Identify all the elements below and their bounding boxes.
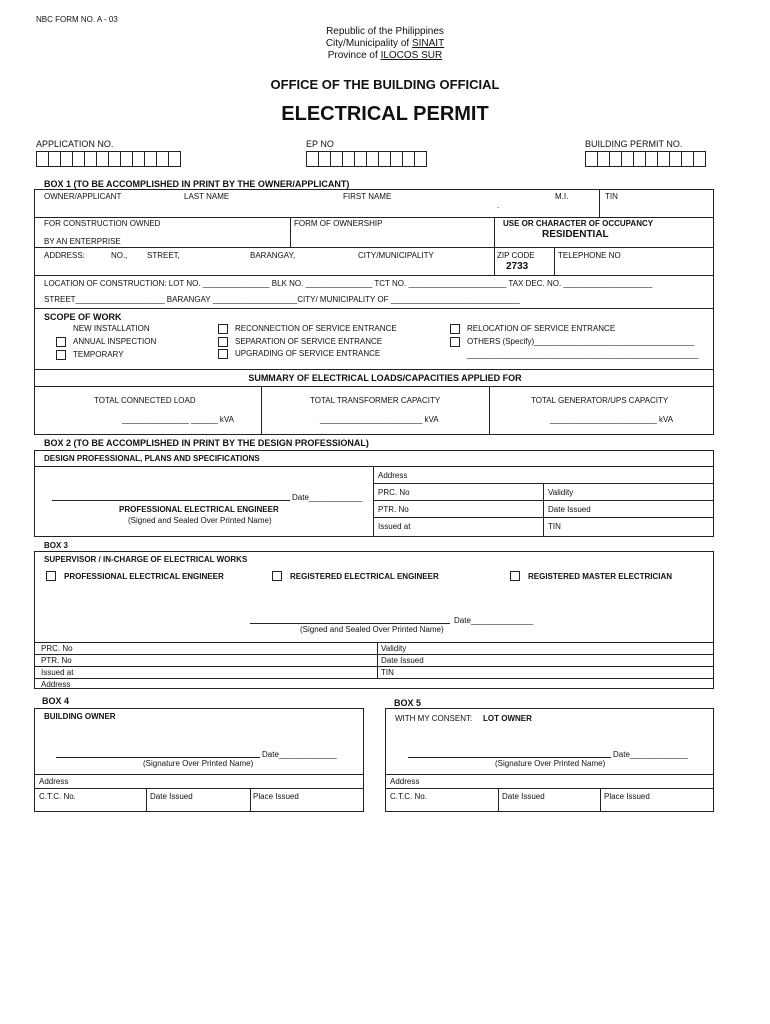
- province-line: [0, 50, 770, 61]
- box3-signature-line[interactable]: [250, 623, 450, 624]
- supervisor-title: SUPERVISOR / IN-CHARGE OF ELECTRICAL WORKS: [44, 555, 248, 564]
- box5-place-issued-label: Place Issued: [604, 792, 650, 801]
- box3-heading: BOX 3: [44, 541, 69, 550]
- box2-heading: BOX 2 (TO BE ACCOMPLISHED IN PRINT BY THE DESIGN PROFESSIONAL): [44, 438, 369, 448]
- address-barangay-label: BARANGAY,: [250, 251, 296, 260]
- total-connected-label: TOTAL CONNECTED LOAD: [94, 396, 196, 405]
- supervisor-rme-checkbox[interactable]: [510, 571, 520, 581]
- transformer-kva-field[interactable]: _______________________ kVA: [320, 415, 439, 424]
- last-name-label: LAST NAME: [184, 192, 230, 201]
- box3-issued-at-label: Issued at: [41, 668, 74, 677]
- box5-ctc-label: C.T.C. No.: [390, 792, 427, 801]
- box2-address-label: Address: [378, 471, 408, 480]
- building-permit-no-cells[interactable]: [585, 151, 705, 167]
- box4-address-label: Address: [39, 777, 69, 786]
- box4-date-field[interactable]: Date_____________: [262, 750, 337, 759]
- box3-prc-label: PRC. No: [41, 644, 73, 653]
- address-no-label: NO.,: [111, 251, 128, 260]
- box4-signature-line[interactable]: [56, 757, 260, 758]
- consent-label: WITH MY CONSENT:: [395, 714, 473, 723]
- total-transformer-label: TOTAL TRANSFORMER CAPACITY: [310, 396, 441, 405]
- box2-date-issued-label: Date Issued: [548, 505, 591, 514]
- supervisor-ree-checkbox[interactable]: [272, 571, 282, 581]
- for-construction-label: FOR CONSTRUCTION OWNED: [44, 219, 161, 228]
- province-name: ILOCOS SUR: [380, 50, 443, 61]
- building-permit-no-label: BUILDING PERMIT NO.: [585, 139, 683, 149]
- others-line: ____________________________________________________: [467, 350, 699, 359]
- box2-validity-label: Validity: [548, 488, 574, 497]
- box5-signature-line[interactable]: [408, 757, 611, 758]
- supervisor-rme-label: REGISTERED MASTER ELECTRICIAN: [528, 572, 673, 581]
- others-checkbox[interactable]: [450, 337, 460, 347]
- tin-label: TIN: [605, 192, 618, 201]
- box4-signature-label: (Signature Over Printed Name): [143, 759, 254, 768]
- box2-signed-label: (Signed and Sealed Over Printed Name): [128, 516, 272, 525]
- location-street-line: STREET____________________ BARANGAY ___________________CITY/ MUNICIPALITY OF _____________________________: [44, 295, 520, 304]
- zip-code-value: 2733: [506, 261, 529, 272]
- box5-signature-label: (Signature Over Printed Name): [495, 759, 606, 768]
- reconnection-label: RECONNECTION OF SERVICE ENTRANCE: [235, 324, 397, 333]
- relocation-checkbox[interactable]: [450, 324, 460, 334]
- box2-issued-at-label: Issued at: [378, 522, 411, 531]
- box2-date-field[interactable]: Date____________: [292, 493, 363, 502]
- address-city-label: CITY/MUNICIPALITY: [358, 251, 434, 260]
- application-no-label: APPLICATION NO.: [36, 139, 114, 149]
- box2-tin-label: TIN: [548, 522, 561, 531]
- relocation-label: RELOCATION OF SERVICE ENTRANCE: [467, 324, 616, 333]
- upgrading-checkbox[interactable]: [218, 349, 228, 359]
- owner-applicant-label: OWNER/APPLICANT: [44, 192, 122, 201]
- box2-prc-label: PRC. No: [378, 488, 410, 497]
- box5-date-field[interactable]: Date_____________: [613, 750, 688, 759]
- box3-ptr-label: PTR. No: [41, 656, 72, 665]
- box3-validity-label: Validity: [381, 644, 407, 653]
- ep-no-label: EP NO: [306, 139, 334, 149]
- application-no-cells[interactable]: [36, 151, 180, 167]
- box4-place-issued-label: Place Issued: [253, 792, 299, 801]
- city-line: [0, 38, 770, 49]
- box3-date-issued-label: Date Issued: [381, 656, 424, 665]
- supervisor-pee-label: PROFESSIONAL ELECTRICAL ENGINEER: [64, 572, 224, 581]
- box2-ptr-label: PTR. No: [378, 505, 409, 514]
- generator-kva-field[interactable]: ________________________ kVA: [550, 415, 674, 424]
- scope-title: SCOPE OF WORK: [44, 312, 122, 322]
- new-installation-label: NEW INSTALLATION: [73, 324, 150, 333]
- box2-signature-line[interactable]: [52, 500, 290, 501]
- upgrading-label: UPGRADING OF SERVICE ENTRANCE: [235, 349, 381, 358]
- city-prefix: City/Municipality of: [325, 38, 412, 49]
- address-label: ADDRESS:: [44, 251, 85, 260]
- reconnection-checkbox[interactable]: [218, 324, 228, 334]
- box3-date-field[interactable]: Date______________: [454, 616, 534, 625]
- first-name-label: FIRST NAME: [343, 192, 392, 201]
- building-owner-label: BUILDING OWNER: [44, 712, 116, 721]
- connected-kva-field[interactable]: _______________ ______ kVA: [122, 415, 234, 424]
- annual-inspection-label: ANNUAL INSPECTION: [73, 337, 157, 346]
- zip-code-label: ZIP CODE: [497, 251, 535, 260]
- others-label: OTHERS (Specify)____________________________________: [467, 337, 695, 346]
- box5-heading: BOX 5: [394, 698, 422, 708]
- separation-checkbox[interactable]: [218, 337, 228, 347]
- annual-inspection-checkbox[interactable]: [56, 337, 66, 347]
- box4-ctc-label: C.T.C. No.: [39, 792, 76, 801]
- summary-title: SUMMARY OF ELECTRICAL LOADS/CAPACITIES APPLIED FOR: [248, 373, 522, 383]
- mi-label: M.I.: [555, 192, 569, 201]
- box2-pee-label: PROFESSIONAL ELECTRICAL ENGINEER: [119, 505, 279, 514]
- use-character-label: USE OR CHARACTER OF OCCUPANCY: [503, 219, 654, 228]
- box4-heading: BOX 4: [42, 696, 70, 706]
- box4-date-issued-label: Date Issued: [150, 792, 193, 801]
- form-of-ownership-label: FORM OF OWNERSHIP: [294, 219, 383, 228]
- supervisor-ree-label: REGISTERED ELECTRICAL ENGINEER: [290, 572, 439, 581]
- location-line: LOCATION OF CONSTRUCTION: LOT NO. _______________ BLK NO. _______________ TCT NO. ______________________ TAX DEC. NO. ____________________: [44, 279, 653, 288]
- lot-owner-label: LOT OWNER: [483, 714, 532, 723]
- supervisor-pee-checkbox[interactable]: [46, 571, 56, 581]
- by-enterprise-label: BY AN ENTERPRISE: [44, 237, 121, 246]
- temporary-checkbox[interactable]: [56, 350, 66, 360]
- design-title: DESIGN PROFESSIONAL, PLANS AND SPECIFICATIONS: [44, 454, 260, 463]
- box1-heading: BOX 1 (TO BE ACCOMPLISHED IN PRINT BY THE OWNER/APPLICANT): [44, 179, 350, 189]
- form-number: NBC FORM NO. A - 03: [36, 15, 118, 24]
- total-generator-label: TOTAL GENERATOR/UPS CAPACITY: [531, 396, 669, 405]
- province-prefix: Province of: [327, 50, 381, 61]
- republic-line: Republic of the Philippines: [326, 26, 444, 37]
- box5-date-issued-label: Date Issued: [502, 792, 545, 801]
- box3-tin-label: TIN: [381, 668, 394, 677]
- telephone-label: TELEPHONE NO: [558, 251, 621, 260]
- city-name: SINAIT: [411, 38, 445, 49]
- box5-address-label: Address: [390, 777, 420, 786]
- mi-value: .: [497, 201, 500, 210]
- office-title: OFFICE OF THE BUILDING OFFICIAL: [270, 77, 500, 92]
- page-title: ELECTRICAL PERMIT: [281, 103, 489, 125]
- ep-no-cells[interactable]: [306, 151, 426, 167]
- box3-address-label: Address: [41, 680, 71, 689]
- temporary-label: TEMPORARY: [73, 350, 124, 359]
- box3-signed-label: (Signed and Sealed Over Printed Name): [300, 625, 444, 634]
- use-character-value: RESIDENTIAL: [542, 229, 609, 240]
- separation-label: SEPARATION OF SERVICE ENTRANCE: [235, 337, 383, 346]
- address-street-label: STREET,: [147, 251, 180, 260]
